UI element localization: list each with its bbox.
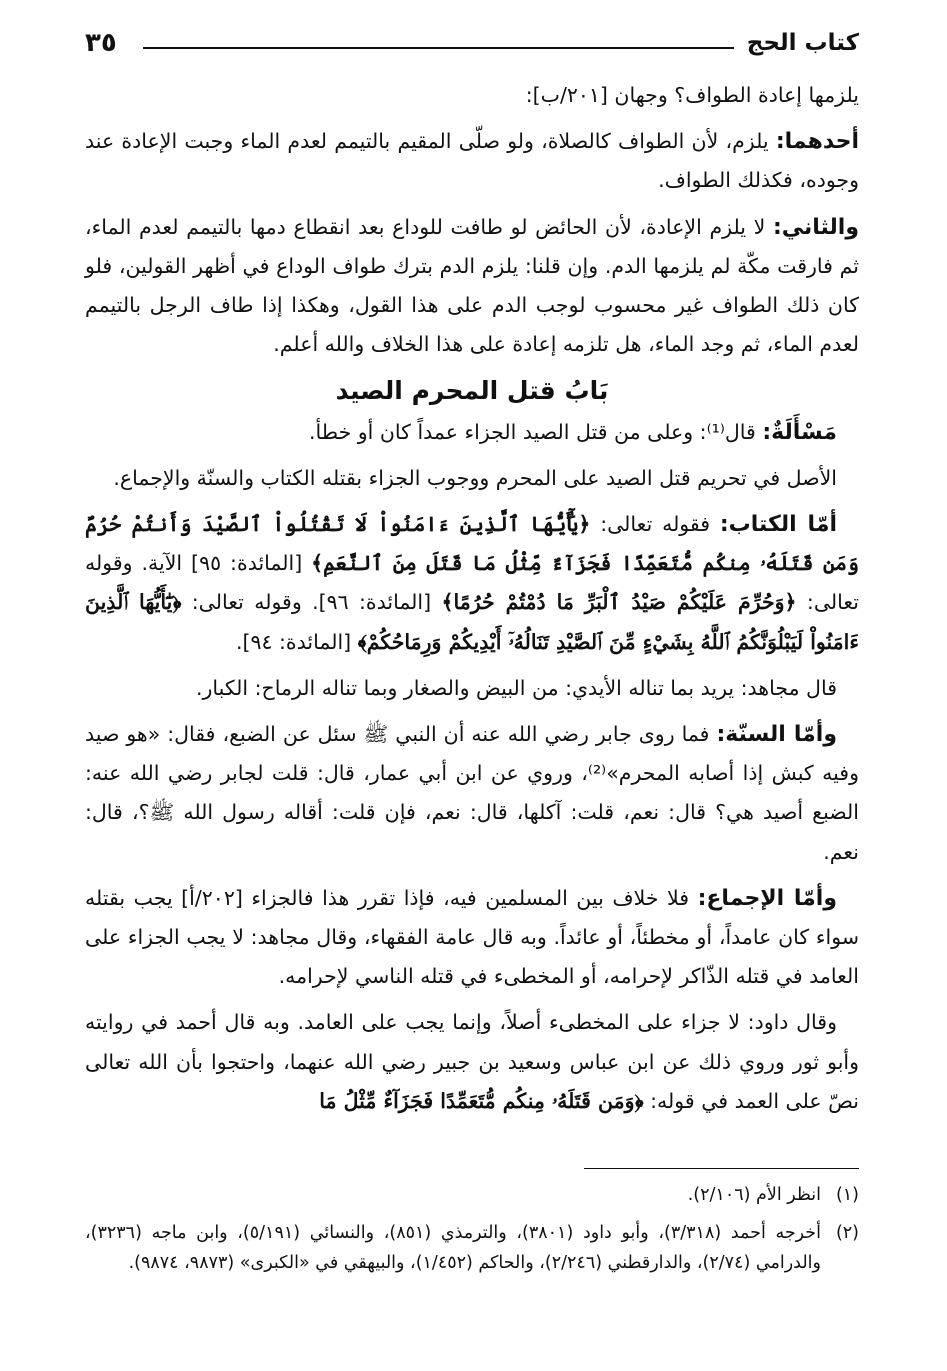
paragraph (85, 208, 859, 365)
footnote-rule (584, 1168, 859, 1169)
paragraph-text: يلزم، لأن الطواف كالصلاة، ولو صلّى المقيم بالتيمم لعدم الماء وجبت الإعادة عند وجوده، فكذلك الطواف. (85, 129, 859, 193)
footnote-text: أخرجه أحمد (٣/٣١٨)، وأبو داود (٣٨٠١)، والترمذي (٨٥١)، والنسائي (٥/١٩١)، وابن ماجه (٣٢٣٦)، والدرامي (٢/٧٤)، والدارقطني (٢/٢٤٦)، والحاكم (١/٤٥٢)، والبيهقي في «الكبرى» (٩٨٧٣، ٩٨٧٤). (85, 1223, 821, 1273)
page-header (85, 28, 859, 68)
footnote-number: (٢) (835, 1223, 859, 1243)
paragraph-text: لا يلزم الإعادة، لأن الحائض لو طافت للوداع بعد انقطاع دمها بالتيمم لعدم الماء، ثم فارقت مكّة لم يلزمها الدم. وإن قلنا: يلزم الدم بترك طواف الوداع في أظهر القولين، فلو كان ذلك الطواف غير محسوب لوجب الدم على هذا القول، وهكذا إذا طاف الرجل بالتيمم لعدم الماء، ثم وجد الماء، هل تلزمه إعادة على هذا الخلاف والله أعلم. (85, 214, 859, 357)
paragraph-label: وأمّا الإجماع: (697, 885, 838, 911)
paragraph (85, 1003, 859, 1121)
paragraph (85, 879, 859, 997)
paragraph-text: قال⁽¹⁾: وعلى من قتل الصيد الجزاء عمداً كان أو خطأ. (308, 419, 763, 444)
paragraph (85, 413, 859, 452)
paragraph-text: فلا خلاف بين المسلمين فيه، فإذا تقرر هذا فالجزاء [٢٠٢/أ] يجب بقتله سواء كان عامداً، أو مخطئاً، أو عائداً. وبه قال عامة الفقهاء، وقال مجاهد: لا يجب الجزاء على العامد في قتله الذّاكر لإحرامه، أو المخطىء في قتله الناسي لإحرامه. (85, 885, 859, 989)
paragraph-text: [المائدة: ٩٤]. (235, 629, 358, 654)
paragraph: الأصل في تحريم قتل الصيد على المحرم ووجوب الجزاء بقتله الكتاب والسنّة والإجماع. (113, 465, 837, 490)
quran-verse: ﴿يَٰٓأَيُّهَا ٱلَّذِينَ ءَامَنُواْ لَيَبْلُوَنَّكُمُ ٱللَّهُ بِشَيْءٍ مِّنَ ٱلصَّيْدِ تَنَالُهُۥٓ أَيْدِيكُمْ وَرِمَاحُكُمْ﴾ (85, 590, 859, 654)
paragraph-label: والثاني: (772, 214, 859, 240)
paragraph (85, 122, 859, 200)
paragraph-label: مَسْأَلَةٌ: (762, 419, 837, 445)
paragraph-label: وأمّا السنّة: (716, 722, 837, 748)
quran-verse: ﴿وَحُرِّمَ عَلَيْكُمْ صَيْدُ ٱلْبَرِّ مَا دُمْتُمْ حُرُمًا﴾ (441, 590, 797, 615)
paragraph (85, 505, 859, 662)
book-title: كتاب الحج (746, 30, 859, 56)
paragraph-label: أحدهما: (775, 129, 859, 155)
footnotes (85, 1180, 859, 1286)
footnote (85, 1180, 859, 1210)
footnote-number: (١) (835, 1185, 859, 1205)
paragraph: يلزمها إعادة الطواف؟ وجهان [٢٠١/ب]: (525, 83, 859, 107)
footnote (85, 1218, 859, 1278)
header-rule (143, 47, 734, 49)
paragraph-text: فقوله تعالى: (590, 512, 720, 537)
section-title: بَابُ قتل المحرم الصيد (335, 376, 609, 406)
paragraph (85, 715, 859, 872)
paragraph-text: وقال داود: لا جزاء على المخطىء أصلاً، وإنما يجب على العامد. وبه قال أحمد في روايته وأبو ثور وروي ذلك عن ابن عباس وسعيد بن جبير رضي الله عنهما، واحتجوا بأن الله تعالى نصّ على العمد في قوله: (85, 1010, 859, 1113)
paragraph: قال مجاهد: يريد بما تناله الأيدي: من البيض والصغار وبما تناله الرماح: الكبار. (195, 675, 837, 700)
paragraph-text: [المائدة: ٩٦]. وقوله تعالى: (181, 590, 442, 615)
paragraph-text: [المائدة: ٩٥] الآية. وقوله تعالى: (85, 551, 859, 615)
paragraph-label: أمّا الكتاب: (719, 512, 837, 538)
main-text (85, 76, 859, 1128)
footnote-text: انظر الأم (٢/١٠٦). (687, 1185, 821, 1205)
quran-verse: ﴿يَٰٓأَيُّهَا ٱلَّذِينَ ءَامَنُواْ لَا تَقْتُلُواْ ٱلصَّيْدَ وَأَنتُمْ حُرُمٌ وَمَن قَتَلَهُۥ مِنكُم مُّتَعَمِّدًا فَجَزَآءٌ مِّثْلُ مَا قَتَلَ مِنَ ٱلنَّعَمِ﴾ (85, 512, 859, 576)
quran-verse: ﴿وَمَن قَتَلَهُۥ مِنكُم مُّتَعَمِّدًا فَجَزَآءٌ مِّثْلُ مَا (319, 1088, 644, 1113)
paragraph-text: فما روى جابر رضي الله عنه أن النبي ﷺ سئل عن الضبع، فقال: «هو صيد وفيه كبش إذا أصابه المحرم»⁽²⁾، وروي عن ابن أبي عمار، قال: قلت لجابر رضي الله عنه: الضبع أصيد هي؟ قال: نعم، قلت: آكلها، قال: نعم، فإن قلت: أقاله رسول الله ﷺ؟، قال: نعم. (85, 722, 859, 864)
page-number: ٣٥ (85, 28, 117, 58)
